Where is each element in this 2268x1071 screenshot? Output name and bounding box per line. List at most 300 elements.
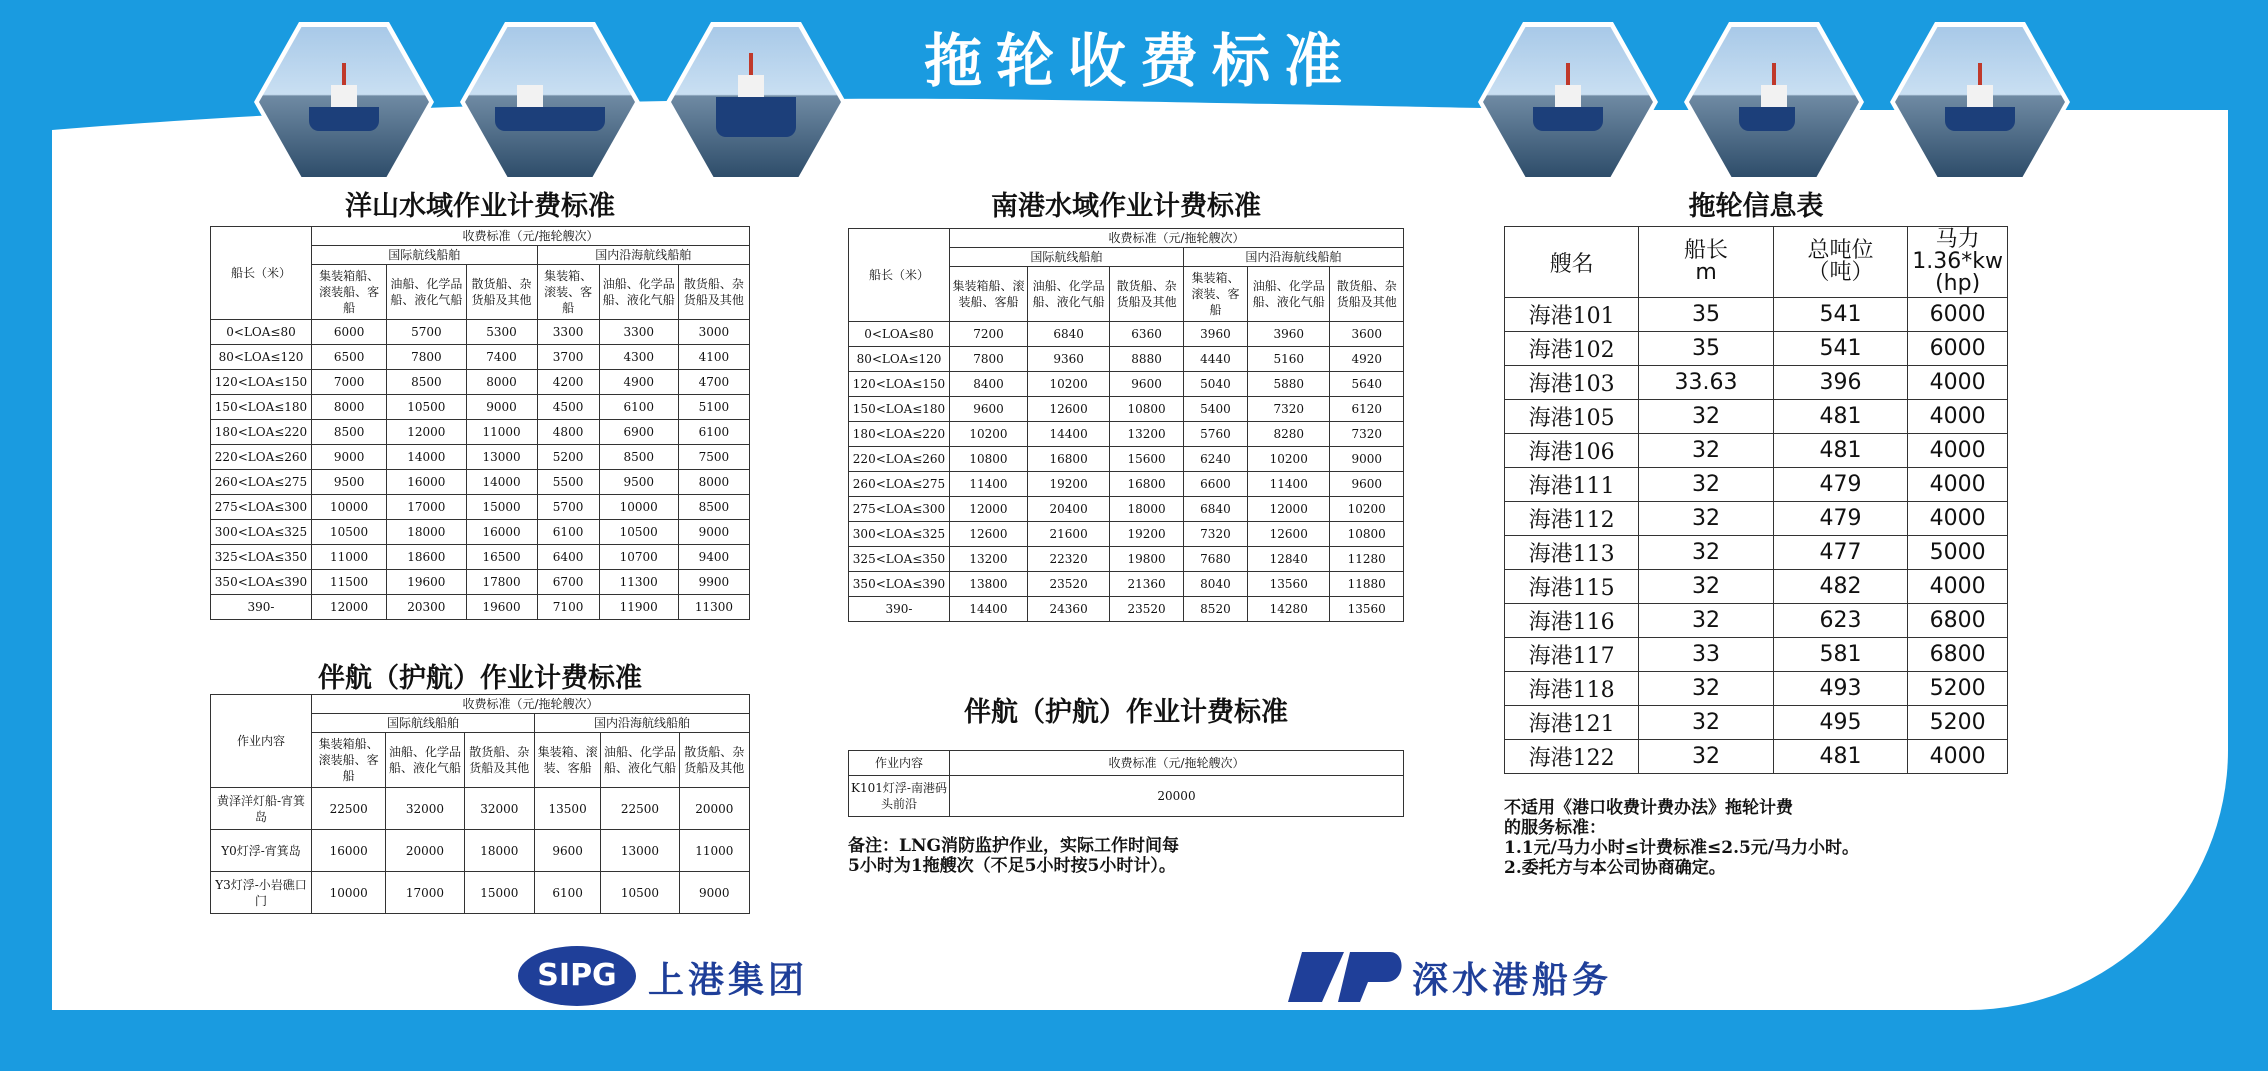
tug-row	[1505, 332, 2008, 366]
value-cell: 8500	[312, 420, 387, 445]
value-cell: 18000	[464, 830, 534, 872]
fee-cell: 20000	[950, 776, 1404, 817]
value-cell: 4440	[1183, 347, 1247, 372]
header-col: 集装箱、滚装、客船	[537, 265, 599, 320]
value-cell: 17000	[387, 495, 466, 520]
value-cell: 21600	[1027, 522, 1109, 547]
value-cell: 7800	[387, 345, 466, 370]
value-cell: 12000	[387, 420, 466, 445]
tug-tonnage-cell: 623	[1773, 604, 1908, 638]
value-cell: 5160	[1248, 347, 1330, 372]
row-label-cell: 390-	[211, 595, 312, 620]
table-row	[849, 397, 1404, 422]
table-row	[211, 830, 750, 872]
tug-row	[1505, 706, 2008, 740]
tug-length-cell: 32	[1639, 672, 1773, 706]
value-cell: 32000	[464, 788, 534, 830]
table-row	[849, 322, 1404, 347]
row-label-cell: 120<LOA≤150	[849, 372, 950, 397]
row-label-cell: 350<LOA≤390	[211, 570, 312, 595]
tug-tonnage-cell: 541	[1773, 332, 1908, 366]
value-cell: 17800	[466, 570, 537, 595]
header-col: 油船、化学品船、液化气船	[1248, 267, 1330, 322]
table-row	[211, 370, 750, 395]
row-label-cell: 325<LOA≤350	[211, 545, 312, 570]
row-label-cell: 0<LOA≤80	[211, 320, 312, 345]
tug-name-cell: 海港112	[1505, 502, 1639, 536]
tug-name-cell: 海港111	[1505, 468, 1639, 502]
value-cell: 3960	[1248, 322, 1330, 347]
value-cell: 19600	[387, 570, 466, 595]
table-row	[211, 520, 750, 545]
row-label-cell: 260<LOA≤275	[211, 470, 312, 495]
value-cell: 6100	[599, 395, 678, 420]
value-cell: 19200	[1027, 472, 1109, 497]
value-cell: 3700	[537, 345, 599, 370]
value-cell: 17000	[386, 872, 464, 914]
value-cell: 7320	[1248, 397, 1330, 422]
header-col: 油船、化学品船、液化气船	[599, 265, 678, 320]
value-cell: 5700	[537, 495, 599, 520]
tug-name-cell: 海港116	[1505, 604, 1639, 638]
value-cell: 19800	[1110, 547, 1184, 572]
dp-logo	[1282, 940, 1406, 1012]
value-cell: 8000	[312, 395, 387, 420]
value-cell: 10000	[312, 872, 386, 914]
table-row	[849, 597, 1404, 622]
value-cell: 12600	[950, 522, 1028, 547]
tug-tonnage-cell: 495	[1773, 706, 1908, 740]
value-cell: 11300	[678, 595, 749, 620]
header-col: 油船、化学品船、液化气船	[386, 733, 464, 788]
value-cell: 9000	[1330, 447, 1404, 472]
value-cell: 6500	[312, 345, 387, 370]
header-fee: 收费标准（元/拖轮艘次）	[312, 227, 750, 246]
table-row	[211, 872, 750, 914]
value-cell: 11280	[1330, 547, 1404, 572]
value-cell: 7000	[312, 370, 387, 395]
value-cell: 9000	[679, 872, 749, 914]
value-cell: 5200	[537, 445, 599, 470]
tug-name-cell: 海港105	[1505, 400, 1639, 434]
tug-power-cell: 4000	[1908, 570, 2008, 604]
value-cell: 12600	[1248, 522, 1330, 547]
tug-length-cell: 32	[1639, 400, 1773, 434]
value-cell: 13560	[1248, 572, 1330, 597]
tug-name-cell: 海港102	[1505, 332, 1639, 366]
value-cell: 20400	[1027, 497, 1109, 522]
value-cell: 12600	[1027, 397, 1109, 422]
value-cell: 7320	[1330, 422, 1404, 447]
row-label-cell: 120<LOA≤150	[211, 370, 312, 395]
value-cell: 8500	[678, 495, 749, 520]
row-label-cell: 260<LOA≤275	[849, 472, 950, 497]
tug-length-cell: 32	[1639, 740, 1773, 774]
value-cell: 11300	[599, 570, 678, 595]
header-col: 油船、化学品船、液化气船	[387, 265, 466, 320]
value-cell: 11000	[679, 830, 749, 872]
header-domestic: 国内沿海航线船舶	[1183, 248, 1403, 267]
escort-ng-fee-table	[848, 750, 1404, 817]
value-cell: 8520	[1183, 597, 1247, 622]
table-row	[211, 495, 750, 520]
row-label-cell: 275<LOA≤300	[849, 497, 950, 522]
value-cell: 8500	[387, 370, 466, 395]
yangshan-title: 洋山水域作业计费标准	[345, 191, 615, 222]
header-length: 船长 m	[1639, 227, 1773, 298]
value-cell: 6840	[1027, 322, 1109, 347]
value-cell: 6360	[1110, 322, 1184, 347]
value-cell: 22320	[1027, 547, 1109, 572]
value-cell: 11900	[599, 595, 678, 620]
value-cell: 9360	[1027, 347, 1109, 372]
tug-name-cell: 海港117	[1505, 638, 1639, 672]
value-cell: 7500	[678, 445, 749, 470]
tug-power-cell: 6800	[1908, 604, 2008, 638]
header-col: 油船、化学品船、液化气船	[601, 733, 679, 788]
value-cell: 11400	[950, 472, 1028, 497]
value-cell: 4900	[599, 370, 678, 395]
row-label-cell: 325<LOA≤350	[849, 547, 950, 572]
tug-tonnage-cell: 581	[1773, 638, 1908, 672]
value-cell: 12840	[1248, 547, 1330, 572]
header-col: 油船、化学品船、液化气船	[1027, 267, 1109, 322]
tug-info-note: 不适用《港口收费计费办法》拖轮计费 的服务标准： 1.1元/马力小时≤计费标准≤2.5元/马力小时。 2.委托方与本公司协商确定。	[1504, 798, 1860, 878]
header-job: 作业内容	[849, 751, 950, 776]
value-cell: 13560	[1330, 597, 1404, 622]
tug-name-cell: 海港103	[1505, 366, 1639, 400]
row-label-cell: Y0灯浮-宵箕岛	[211, 830, 312, 872]
value-cell: 10500	[312, 520, 387, 545]
header-domestic: 国内沿海航线船舶	[534, 714, 749, 733]
tug-power-cell: 4000	[1908, 740, 2008, 774]
row-label-cell: 300<LOA≤325	[849, 522, 950, 547]
yangshan-fee-table	[210, 226, 750, 620]
value-cell: 16800	[1027, 447, 1109, 472]
value-cell: 8040	[1183, 572, 1247, 597]
header-col: 散货船、杂货船及其他	[464, 733, 534, 788]
tug-tonnage-cell: 541	[1773, 298, 1908, 332]
value-cell: 3300	[537, 320, 599, 345]
table-row	[849, 472, 1404, 497]
table-row	[849, 447, 1404, 472]
value-cell: 11400	[1248, 472, 1330, 497]
row-label-cell: 0<LOA≤80	[849, 322, 950, 347]
tug-length-cell: 32	[1639, 468, 1773, 502]
header-col: 集装箱船、滚装船、客船	[950, 267, 1028, 322]
value-cell: 18000	[387, 520, 466, 545]
tug-power-cell: 4000	[1908, 400, 2008, 434]
header-col: 散货船、杂货船及其他	[1330, 267, 1404, 322]
tug-tonnage-cell: 479	[1773, 468, 1908, 502]
tug-row	[1505, 604, 2008, 638]
tug-name-cell: 海港121	[1505, 706, 1639, 740]
header-fee: 收费标准（元/拖轮艘次）	[950, 229, 1404, 248]
value-cell: 13200	[950, 547, 1028, 572]
tug-row	[1505, 740, 2008, 774]
sipg-logo: SIPG	[518, 946, 636, 1006]
header-col: 散货船、杂货船及其他	[678, 265, 749, 320]
value-cell: 13000	[601, 830, 679, 872]
value-cell: 8500	[599, 445, 678, 470]
table-row	[211, 320, 750, 345]
value-cell: 16800	[1110, 472, 1184, 497]
tug-length-cell: 32	[1639, 570, 1773, 604]
value-cell: 5760	[1183, 422, 1247, 447]
header-intl: 国际航线船舶	[312, 246, 538, 265]
tug-row	[1505, 298, 2008, 332]
value-cell: 16500	[466, 545, 537, 570]
escort-ng-title: 伴航（护航）作业计费标准	[964, 697, 1288, 728]
value-cell: 9600	[1330, 472, 1404, 497]
header-fee: 收费标准（元/拖轮艘次）	[312, 695, 750, 714]
value-cell: 6400	[537, 545, 599, 570]
tug-power-cell: 4000	[1908, 502, 2008, 536]
table-row	[849, 347, 1404, 372]
value-cell: 6120	[1330, 397, 1404, 422]
tug-power-cell: 5200	[1908, 672, 2008, 706]
row-label-cell: 220<LOA≤260	[849, 447, 950, 472]
table-row	[211, 445, 750, 470]
dp-name: 深水港船务	[1412, 960, 1613, 1001]
value-cell: 10200	[1330, 497, 1404, 522]
sipg-name: 上港集团	[648, 960, 809, 1001]
value-cell: 4920	[1330, 347, 1404, 372]
row-label-cell: 80<LOA≤120	[849, 347, 950, 372]
job-cell: K101灯浮-南港码头前沿	[849, 776, 950, 817]
value-cell: 9600	[950, 397, 1028, 422]
value-cell: 20000	[386, 830, 464, 872]
escort-ys-title: 伴航（护航）作业计费标准	[318, 663, 642, 694]
value-cell: 23520	[1027, 572, 1109, 597]
value-cell: 6100	[534, 872, 600, 914]
header-power: 马力 1.36*kw (hp)	[1908, 227, 2008, 298]
value-cell: 22500	[601, 788, 679, 830]
value-cell: 19600	[466, 595, 537, 620]
value-cell: 10200	[1248, 447, 1330, 472]
value-cell: 9000	[312, 445, 387, 470]
value-cell: 13200	[1110, 422, 1184, 447]
tug-length-cell: 32	[1639, 706, 1773, 740]
escort-ys-fee-table	[210, 694, 750, 914]
tug-tonnage-cell: 481	[1773, 400, 1908, 434]
value-cell: 7200	[950, 322, 1028, 347]
tug-power-cell: 6800	[1908, 638, 2008, 672]
value-cell: 7100	[537, 595, 599, 620]
tug-info-table	[1504, 226, 2008, 774]
value-cell: 6840	[1183, 497, 1247, 522]
value-cell: 16000	[466, 520, 537, 545]
tug-power-cell: 4000	[1908, 468, 2008, 502]
tug-row	[1505, 366, 2008, 400]
tug-length-cell: 35	[1639, 298, 1773, 332]
table-row	[211, 420, 750, 445]
value-cell: 13500	[534, 788, 600, 830]
tug-name-cell: 海港106	[1505, 434, 1639, 468]
value-cell: 8000	[466, 370, 537, 395]
tug-length-cell: 32	[1639, 604, 1773, 638]
value-cell: 5880	[1248, 372, 1330, 397]
value-cell: 8000	[678, 470, 749, 495]
value-cell: 10800	[1330, 522, 1404, 547]
value-cell: 5400	[1183, 397, 1247, 422]
table-row	[211, 395, 750, 420]
tug-length-cell: 33	[1639, 638, 1773, 672]
tug-row	[1505, 570, 2008, 604]
tug-row	[1505, 536, 2008, 570]
value-cell: 9500	[599, 470, 678, 495]
row-label-cell: 180<LOA≤220	[849, 422, 950, 447]
value-cell: 20000	[679, 788, 749, 830]
row-label-cell: Y3灯浮-小岩礁口门	[211, 872, 312, 914]
table-row	[849, 422, 1404, 447]
value-cell: 10200	[950, 422, 1028, 447]
tug-tonnage-cell: 481	[1773, 740, 1908, 774]
table-row	[849, 572, 1404, 597]
row-label-cell: 220<LOA≤260	[211, 445, 312, 470]
value-cell: 10500	[387, 395, 466, 420]
tug-row	[1505, 434, 2008, 468]
value-cell: 7680	[1183, 547, 1247, 572]
tug-row	[1505, 672, 2008, 706]
header-col: 集装箱、滚装、客船	[534, 733, 600, 788]
value-cell: 8280	[1248, 422, 1330, 447]
value-cell: 10000	[599, 495, 678, 520]
tug-power-cell: 6000	[1908, 298, 2008, 332]
nangang-title: 南港水域作业计费标准	[991, 191, 1261, 222]
row-label-cell: 150<LOA≤180	[211, 395, 312, 420]
value-cell: 8400	[950, 372, 1028, 397]
value-cell: 6000	[312, 320, 387, 345]
value-cell: 32000	[386, 788, 464, 830]
tug-power-cell: 6000	[1908, 332, 2008, 366]
tug-power-cell: 4000	[1908, 366, 2008, 400]
value-cell: 23520	[1110, 597, 1184, 622]
value-cell: 15000	[466, 495, 537, 520]
value-cell: 16000	[312, 830, 386, 872]
value-cell: 13000	[466, 445, 537, 470]
value-cell: 20300	[387, 595, 466, 620]
value-cell: 9600	[534, 830, 600, 872]
row-label-cell: 275<LOA≤300	[211, 495, 312, 520]
header-col: 散货船、杂货船及其他	[679, 733, 749, 788]
value-cell: 11000	[466, 420, 537, 445]
value-cell: 5040	[1183, 372, 1247, 397]
value-cell: 13800	[950, 572, 1028, 597]
tug-tonnage-cell: 477	[1773, 536, 1908, 570]
tug-row	[1505, 400, 2008, 434]
row-label-cell: 180<LOA≤220	[211, 420, 312, 445]
table-row	[211, 788, 750, 830]
row-label-cell: 80<LOA≤120	[211, 345, 312, 370]
tug-row	[1505, 502, 2008, 536]
value-cell: 10500	[599, 520, 678, 545]
value-cell: 14280	[1248, 597, 1330, 622]
value-cell: 7400	[466, 345, 537, 370]
tug-tonnage-cell: 482	[1773, 570, 1908, 604]
tug-tonnage-cell: 396	[1773, 366, 1908, 400]
tug-row	[1505, 468, 2008, 502]
value-cell: 24360	[1027, 597, 1109, 622]
value-cell: 5640	[1330, 372, 1404, 397]
header-name: 艘名	[1505, 227, 1639, 298]
header-job: 作业内容	[211, 695, 312, 788]
header-intl: 国际航线船舶	[312, 714, 535, 733]
value-cell: 12000	[1248, 497, 1330, 522]
row-label-cell: 350<LOA≤390	[849, 572, 950, 597]
value-cell: 6100	[678, 420, 749, 445]
tug-length-cell: 32	[1639, 434, 1773, 468]
value-cell: 18600	[387, 545, 466, 570]
tug-tonnage-cell: 479	[1773, 502, 1908, 536]
value-cell: 14000	[466, 470, 537, 495]
tug-name-cell: 海港101	[1505, 298, 1639, 332]
tug-power-cell: 5000	[1908, 536, 2008, 570]
value-cell: 4700	[678, 370, 749, 395]
table-row	[211, 470, 750, 495]
header-col: 集装箱、滚装、客船	[1183, 267, 1247, 322]
value-cell: 5300	[466, 320, 537, 345]
row-label-cell: 150<LOA≤180	[849, 397, 950, 422]
value-cell: 14400	[1027, 422, 1109, 447]
header-col: 集装箱船、滚装船、客船	[312, 733, 386, 788]
value-cell: 4800	[537, 420, 599, 445]
page-title: 拖轮收费标准	[923, 27, 1356, 95]
value-cell: 10800	[1110, 397, 1184, 422]
table-row	[849, 522, 1404, 547]
header-tonnage: 总吨位 （吨）	[1773, 227, 1908, 298]
table-row	[211, 545, 750, 570]
value-cell: 6100	[537, 520, 599, 545]
value-cell: 8880	[1110, 347, 1184, 372]
tug-name-cell: 海港113	[1505, 536, 1639, 570]
header-fee: 收费标准（元/拖轮艘次）	[950, 751, 1404, 776]
row-label-cell: 黄泽洋灯船-宵箕岛	[211, 788, 312, 830]
value-cell: 4200	[537, 370, 599, 395]
tug-power-cell: 4000	[1908, 434, 2008, 468]
value-cell: 5100	[678, 395, 749, 420]
tug-tonnage-cell: 493	[1773, 672, 1908, 706]
table-row	[211, 570, 750, 595]
table-row	[211, 345, 750, 370]
header-domestic: 国内沿海航线船舶	[537, 246, 749, 265]
nangang-fee-table	[848, 228, 1404, 622]
row-label-cell: 300<LOA≤325	[211, 520, 312, 545]
value-cell: 9900	[678, 570, 749, 595]
value-cell: 7320	[1183, 522, 1247, 547]
value-cell: 4100	[678, 345, 749, 370]
value-cell: 16000	[387, 470, 466, 495]
value-cell: 9000	[466, 395, 537, 420]
header-intl: 国际航线船舶	[950, 248, 1184, 267]
tug-name-cell: 海港115	[1505, 570, 1639, 604]
value-cell: 9600	[1110, 372, 1184, 397]
value-cell: 11880	[1330, 572, 1404, 597]
value-cell: 10000	[312, 495, 387, 520]
value-cell: 15600	[1110, 447, 1184, 472]
header-length: 船长（米）	[849, 229, 950, 322]
value-cell: 21360	[1110, 572, 1184, 597]
value-cell: 3000	[678, 320, 749, 345]
value-cell: 11500	[312, 570, 387, 595]
value-cell: 10800	[950, 447, 1028, 472]
value-cell: 5500	[537, 470, 599, 495]
tug-power-cell: 5200	[1908, 706, 2008, 740]
value-cell: 6900	[599, 420, 678, 445]
tug-length-cell: 32	[1639, 502, 1773, 536]
value-cell: 15000	[464, 872, 534, 914]
tug-length-cell: 32	[1639, 536, 1773, 570]
